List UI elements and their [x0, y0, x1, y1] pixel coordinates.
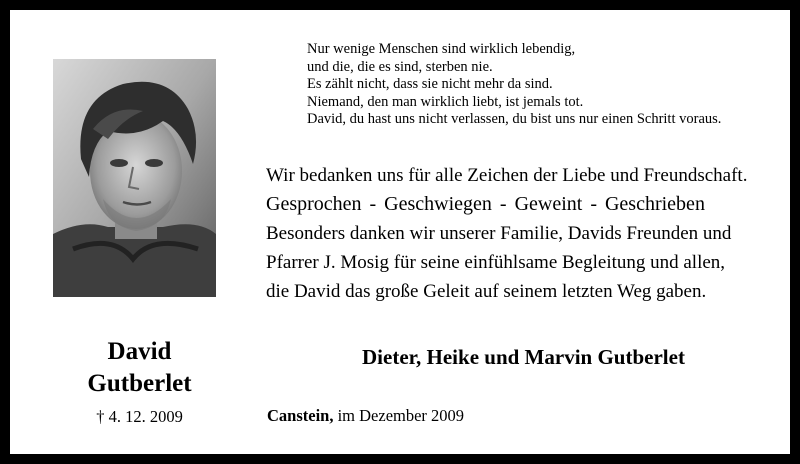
thanks-line: Gesprochen - Geschwiegen - Geweint - Geschrieben: [266, 193, 705, 215]
poem-line: David, du hast uns nicht verlassen, du bist uns nur einen Schritt voraus.: [307, 111, 722, 127]
poem-line: Nur wenige Menschen sind wirklich lebendig,: [307, 41, 576, 57]
place-town: Canstein,: [267, 406, 334, 425]
thanks-message: [266, 161, 747, 306]
memorial-poem: [307, 41, 721, 129]
thanks-line: Besonders danken wir unserer Familie, Davids Freunden und: [266, 223, 732, 244]
family-signature: Dieter, Heike und Marvin Gutberlet: [362, 345, 685, 369]
poem-line: und die, die es sind, sterben nie.: [307, 58, 493, 75]
poem-line: Niemand, den man wirklich liebt, ist jemals tot.: [307, 93, 584, 110]
portrait-photo: [53, 59, 216, 297]
thanks-line: Wir bedanken uns für alle Zeichen der Liebe und Freundschaft.: [266, 165, 748, 186]
thanks-line: die David das große Geleit auf seinem letzten Weg gaben.: [266, 281, 707, 302]
death-date: † 4. 12. 2009: [96, 407, 183, 426]
poem-line: Es zählt nicht, dass sie nicht mehr da sind.: [307, 76, 553, 92]
deceased-name: [53, 336, 226, 400]
deceased-first-name: David: [107, 338, 172, 365]
place-date: im Dezember 2009: [333, 406, 465, 425]
deceased-last-name: Gutberlet: [87, 370, 192, 397]
place-and-date: [267, 406, 464, 426]
thanks-line: Pfarrer J. Mosig für seine einfühlsame Begleitung und allen,: [266, 252, 726, 273]
